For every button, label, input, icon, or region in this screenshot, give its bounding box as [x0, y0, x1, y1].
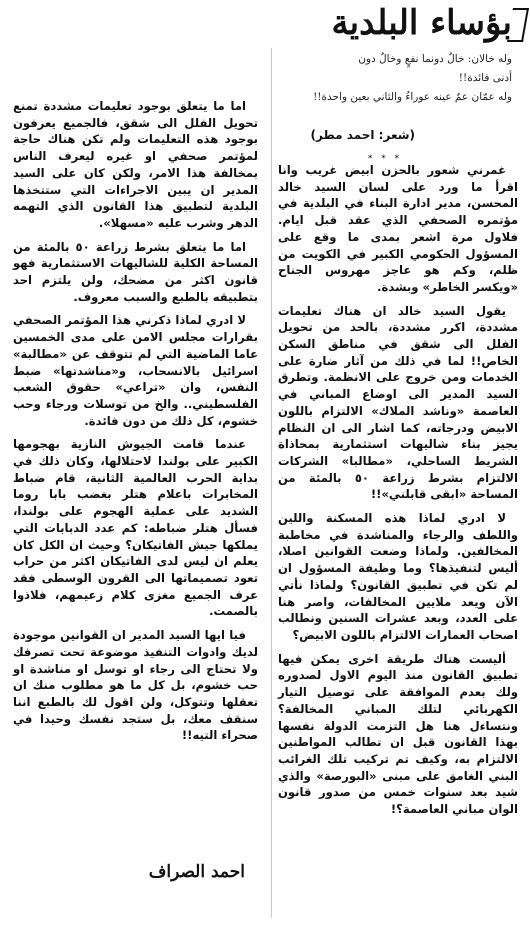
paragraph: اما ما يتعلق بشرط زراعة ٥٠ بالمئة من المساحة الكلية للشاليهات الاستثمارية فهو قانون اكثر من مضحك، ولن يلتزم احد بتطبيقه بالطبع والسبب معروف.: [13, 239, 258, 304]
poem-line: أدنى فائدة!!: [458, 72, 512, 84]
poem-line: وله عمّان عمٌ عينه عوراءُ والثاني بعين واحدة!!: [313, 91, 512, 103]
paragraph: غمرني شعور بالحزن ابيض غريب وانا اقرأ ما ورد على لسان السيد خالد المحسن، مدير ادارة البناء في البلدية في مؤتمره الصحفي الذي عقد قبل ايام. فلاول مرة اشعر بمدى ما وقع على المسؤول الحكومي الكبير في الكويت من ظلم، وكم هو عاجز مهروس الجناح «ويكسر الخاطر» وبشدة.: [278, 163, 518, 294]
section-separator: * * *: [367, 154, 403, 164]
paragraph: يقول السيد خالد ان هناك تعليمات مشددة، اكرر مشددة، بالحد من تحويل الفلل الى شقق في مناطق السكن الخاص!! لما في ذلك من آثار ضارة على الخدمات ومن خروج على الانظمة. وتطرق السيد المدير الى اوضاع المباني في العاصمة «وناشد الملاك» الالتزام باللون الابيض ودرجاته، كما اشار الى ان النظام يجيز بناء شاليهات استثمارية بمحاذاة الشريط الساحلي، «مطالبا» الشركات الالتزام بشرط زراعة ٥٠ بالمئة من المساحة «ابقى قابلني»!!: [278, 303, 518, 502]
paragraph: فيا ايها السيد المدير ان القوانين موجودة لديك وادوات التنفيذ موضوعة تحت تصرفك ولا تحتاج الى رجاء او توسل او مناشدة او حب خشوم، بل كل ما هو مطلوب منك ان تعقلها وتتوكل، ولن اقول لك بالطبع اننا سنقف معك، بل ستجد نفسك وحيدا في صحراء التيه!!: [13, 628, 258, 743]
poem-line: وله خالان: خالٌ دونما نفعٍ وخالٌ دون: [358, 53, 512, 65]
paragraph: أليست هناك طريقة اخرى يمكن فيها تطبيق القانون منذ اليوم الاول لصدوره ولك بعدم الموافقة على توصيل التيار الكهربائي لتلك المباني المخالفة؟ ونتساءل هنا هل التزمت الدولة نفسها بهذا القانون قبل ان تطالب المواطنين الالتزام به، وكيف تم تركيب تلك الغرائب البني الغامق على مبنى «البورصة» والذي شيد بعد سنوات خمس من صدور قانون الوان مباني العاصمة؟!: [278, 651, 518, 817]
poem-attribution: (شعر: احمد مطر): [310, 128, 415, 142]
paragraph: لا ادري لماذا هذه المسكنة واللين واللطف والرجاء والمناشدة في مخاطبة المخالفين. ولماذا وضعت القوانين اصلا، أليس لتنفيذها؟ وما وظيفة المسؤول ان لم تكن في تطبيق القانون؟ ولماذا نأتي الآن ويعد ملايين المخالفات، واصر هنا على العدد، وبعد عشرات السنين ونطالب اصحاب العمارات الالتزام باللون الابيض؟: [278, 511, 518, 642]
column-divider: [271, 48, 272, 918]
article-column-right: [278, 162, 518, 922]
paragraph: اما ما يتعلق بوجود تعليمات مشددة تمنع تحويل الفلل الى شقق، فالجميع يعرفون بوجود هذه التعليمات ولم تكن هناك حاجة لمؤتمر صحفي او غيره ليعرف الناس بمخالفة هذا الامر، ولكن كان على السيد المدير ان يبين الاجراءات التي ستتخذها البلدية لتطبيق هذا القانون الذي التهمه الدهر وشرب عليه «مسهلا».: [13, 99, 258, 230]
article-column-left: [13, 98, 258, 858]
poem-excerpt: [287, 50, 512, 107]
paragraph: عندما قامت الجيوش النازية بهجومها الكبير على بولندا لاحتلالها، وكان ذلك في بداية الحرب العالمية الثانية، قام ضباط المخابرات باعلام هتلر بغضب بابا روما الشديد على عملية الهجوم على بولندا، فسأل هتلر ضباطه: كم عدد الدبابات التي يملكها جيش الفاتيكان؟ وحيث ان الكل كان يعلم ان ليس لدى الفاتيكان اكثر من حراب تعود تصميماتها الى القرون الوسطى فقد عرف الجميع مغزى كلام زعيمهم، فلاذوا بالصمت.: [13, 437, 258, 619]
paragraph: لا ادري لماذا ذكرني هذا المؤتمر الصحفي بقرارات مجلس الامن على مدى الخمسين عاما الماضية التي لم تتوقف عن «مطالبة» اسرائيل بالانسحاب، و«مناشدتها» ضبط النفس، وان «تراعي» حقوق الشعب الفلسطيني.. والخ من توسلات ورجاء وحب خشوم، كل ذلك من دون فائدة.: [13, 313, 258, 428]
article-title: بؤساء البلدية: [331, 3, 512, 43]
author-signature: احمد الصراف: [148, 862, 245, 882]
